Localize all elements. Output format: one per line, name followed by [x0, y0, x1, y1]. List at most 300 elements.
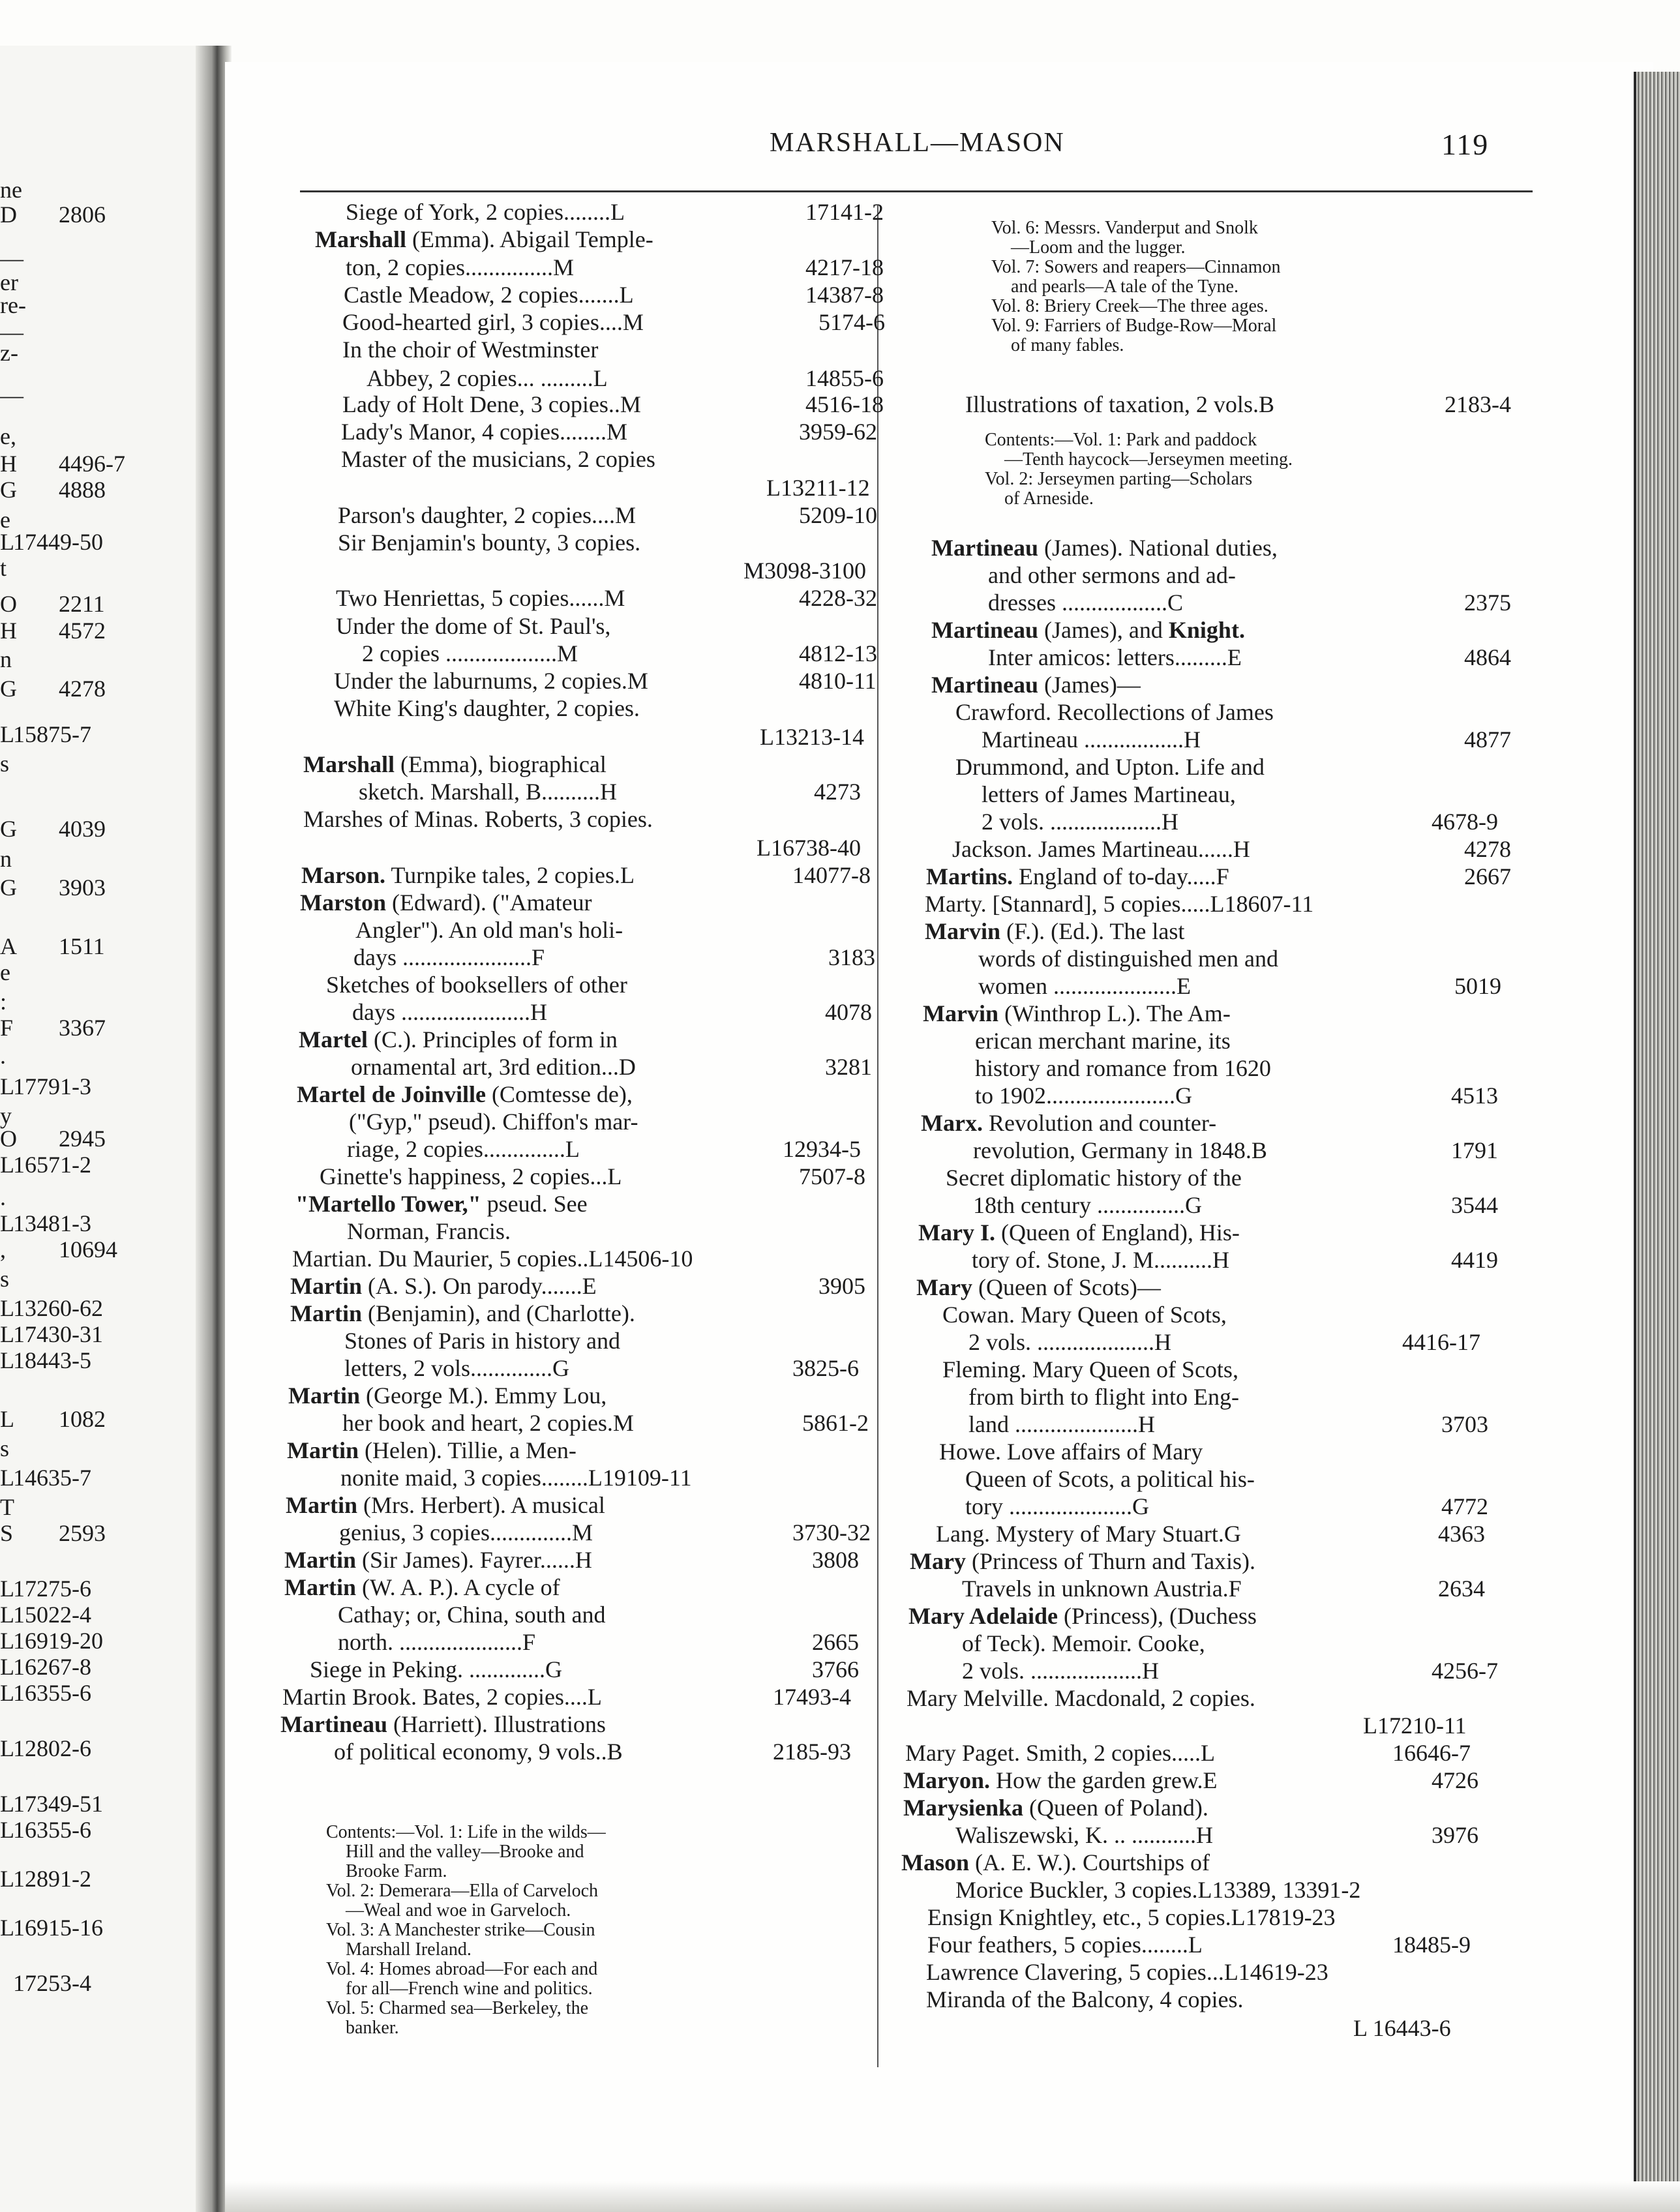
- entry-text: (George M.). Emmy Lou,: [359, 1382, 607, 1409]
- entry-text: Martineau .................H: [982, 726, 1201, 753]
- catalog-entry-line: [925, 918, 1184, 944]
- entry-text: Vol. 9: Farriers of Budge-Row—Moral: [991, 316, 1277, 336]
- entry-text: Two Henriettas, 5 copies......M: [336, 585, 625, 611]
- entry-text: for all—French wine and politics.: [346, 1979, 593, 1999]
- catalog-entry-line: [320, 1163, 622, 1189]
- margin-fragment: O: [0, 591, 17, 617]
- call-number: 4678-9: [1432, 809, 1498, 835]
- catalog-entry-line: [918, 1219, 1240, 1246]
- call-number: 4772: [1441, 1493, 1488, 1519]
- catalog-entry-line: [972, 1247, 1229, 1273]
- catalog-entry-line: [344, 1355, 569, 1381]
- margin-fragment: T: [0, 1494, 14, 1520]
- catalog-entry-line: [284, 1547, 592, 1573]
- catalog-entry-line: [982, 781, 1236, 807]
- entry-text: Illustrations of taxation, 2 vols.B: [965, 391, 1274, 417]
- entry-text: (W. A. P.). A cycle of: [355, 1574, 560, 1600]
- entry-text: (James). National duties,: [1038, 535, 1278, 561]
- catalog-entry-line: [1011, 336, 1124, 355]
- call-number: 2634: [1438, 1576, 1485, 1602]
- catalog-entry-line: [988, 590, 1183, 616]
- entry-text: How the garden grew.E: [989, 1767, 1218, 1793]
- margin-fragment: G: [0, 477, 17, 503]
- entry-text: (Sir James). Fayrer......H: [355, 1547, 592, 1573]
- call-number: 4217-18: [805, 254, 884, 280]
- entry-text: Revolution and counter-: [982, 1110, 1217, 1136]
- catalog-entry-line: [908, 1603, 1257, 1629]
- call-number: 17493-4: [773, 1684, 851, 1710]
- entry-text: L13211-12: [766, 475, 870, 501]
- entry-heading: Mary: [916, 1274, 972, 1300]
- margin-call-number: 4572: [59, 618, 106, 644]
- margin-fragment: L: [0, 1680, 14, 1706]
- margin-fragment: :: [0, 989, 7, 1015]
- call-number: 4078: [825, 999, 872, 1025]
- entry-text: Vol. 2: Jerseymen parting—Scholars: [985, 469, 1253, 489]
- catalog-entry-line: [340, 1465, 692, 1491]
- entry-text: land .....................H: [968, 1411, 1155, 1437]
- margin-call-number: 16915-16: [13, 1915, 103, 1941]
- margin-fragment: s: [0, 1266, 10, 1292]
- margin-call-number: 12802-6: [13, 1735, 91, 1761]
- entry-heading: Martin: [284, 1574, 356, 1600]
- margin-call-number: 17253-4: [13, 1970, 91, 1996]
- entry-heading: "Martello Tower,": [295, 1191, 481, 1217]
- catalog-entry-line: [962, 1658, 1159, 1684]
- entry-text: Fleming. Mary Queen of Scots,: [942, 1356, 1238, 1382]
- catalog-entry-line: [905, 1740, 1215, 1766]
- catalog-entry-line: [985, 470, 1252, 489]
- entry-heading: Marvin: [923, 1000, 998, 1026]
- entry-text: (James)—: [1038, 672, 1141, 698]
- margin-fragment: z-: [0, 340, 18, 366]
- margin-fragment: ne: [0, 177, 22, 203]
- entry-text: her book and heart, 2 copies.M: [342, 1410, 634, 1436]
- entry-text: —Loom and the lugger.: [1011, 237, 1186, 258]
- call-number: 5209-10: [799, 502, 877, 528]
- margin-fragment: L: [0, 1321, 14, 1347]
- catalog-entry-line: [338, 1629, 535, 1655]
- call-number: 3808: [812, 1547, 859, 1573]
- margin-fragment: L: [0, 1347, 14, 1373]
- catalog-entry-line: [965, 1493, 1149, 1519]
- margin-call-number: 1082: [59, 1406, 106, 1432]
- entry-text: Stones of Paris in history and: [344, 1328, 620, 1354]
- entry-text: Hill and the valley—Brooke and: [346, 1842, 584, 1862]
- catalog-entry-line: [962, 1630, 1205, 1656]
- margin-call-number: 4496-7: [59, 451, 125, 477]
- catalog-entry-line: [346, 1901, 571, 1921]
- entry-text: Crawford. Recollections of James: [955, 699, 1274, 725]
- entry-text: Waliszewski, K. .. ...........H: [955, 1822, 1214, 1848]
- catalog-entry-line: [346, 2018, 399, 2038]
- call-number: 4810-11: [799, 668, 877, 694]
- call-number: 3544: [1451, 1192, 1498, 1218]
- entry-text: (Emma), biographical: [395, 751, 607, 777]
- entry-text: (James), and: [1038, 617, 1169, 643]
- catalog-entry-line: [349, 1109, 638, 1135]
- call-number: 14387-8: [805, 282, 884, 308]
- catalog-entry-line: [347, 1136, 580, 1162]
- entry-text: Lady's Manor, 4 copies........M: [341, 419, 627, 445]
- call-number: 4877: [1464, 726, 1511, 753]
- catalog-entry-line: [362, 640, 578, 666]
- catalog-entry-line: [910, 1548, 1255, 1574]
- catalog-entry-line: [952, 836, 1250, 862]
- margin-call-number: 13481-3: [13, 1210, 91, 1236]
- entry-heading: Marysienka: [903, 1795, 1023, 1821]
- call-number: 3825-6: [792, 1355, 859, 1381]
- entry-heading: Marx.: [921, 1110, 983, 1136]
- catalog-entry-line: [346, 1862, 447, 1881]
- margin-call-number: 17449-50: [13, 529, 103, 555]
- margin-call-number: 18443-5: [13, 1347, 91, 1373]
- catalog-entry-line: [978, 946, 1278, 972]
- margin-call-number: 17430-31: [13, 1321, 103, 1347]
- entry-text: to 1902......................G: [975, 1083, 1192, 1109]
- entry-text: 18th century ...............G: [973, 1192, 1202, 1218]
- entry-text: Mary Melville. Macdonald, 2 copies.: [907, 1685, 1255, 1711]
- catalog-entry-line: [988, 562, 1236, 588]
- entry-text: L13213-14: [760, 724, 864, 750]
- margin-call-number: 14635-7: [13, 1465, 91, 1491]
- catalog-entry-line: [965, 1466, 1255, 1492]
- catalog-entry-line: [284, 1574, 560, 1600]
- call-number: 4228-32: [799, 585, 877, 611]
- entry-heading: Martel de Joinville: [297, 1081, 486, 1107]
- catalog-entry-line: [359, 779, 617, 805]
- margin-call-number: 13260-62: [13, 1295, 103, 1321]
- entry-text: banker.: [346, 2018, 399, 2038]
- entry-text: Queen of Scots, a political his-: [965, 1466, 1255, 1492]
- margin-fragment: er: [0, 269, 18, 295]
- entry-text: (Princess), (Duchess: [1057, 1603, 1257, 1629]
- entry-text: genius, 3 copies..............M: [339, 1519, 593, 1546]
- entry-text: 2 vols. ....................H: [968, 1329, 1172, 1355]
- entry-text: Sketches of booksellers of other: [326, 972, 627, 998]
- catalog-entry-line: [988, 644, 1242, 670]
- margin-call-number: 16919-20: [13, 1628, 103, 1654]
- margin-call-number: 16267-8: [13, 1654, 91, 1680]
- entry-text: nonite maid, 3 copies........L19109-11: [340, 1465, 692, 1491]
- catalog-entry-line: [942, 1356, 1238, 1382]
- page-bottom-shadow: [225, 2181, 1680, 2212]
- margin-fragment: —: [0, 319, 23, 345]
- entry-text: Vol. 8: Briery Creek—The three ages.: [991, 296, 1268, 316]
- margin-fragment: L: [0, 529, 14, 555]
- margin-fragment: —: [0, 382, 23, 408]
- entry-heading: Martins.: [926, 863, 1013, 889]
- entry-text: Howe. Love affairs of Mary: [939, 1439, 1203, 1465]
- entry-text: England of to-day.....F: [1012, 863, 1229, 889]
- catalog-entry-line: [301, 862, 635, 888]
- catalog-entry-line: [342, 309, 644, 335]
- call-number: 4416-17: [1402, 1329, 1480, 1355]
- catalog-entry-line: [352, 999, 547, 1025]
- entry-text: Lawrence Clavering, 5 copies...L14619-23: [926, 1959, 1328, 1985]
- call-number: 4273: [814, 779, 861, 805]
- call-number: 4256-7: [1432, 1658, 1498, 1684]
- entry-text: White King's daughter, 2 copies.: [334, 695, 640, 721]
- catalog-entry-line: [921, 1110, 1216, 1136]
- entry-text: M3098-3100: [743, 558, 866, 584]
- catalog-entry-line: [341, 446, 655, 472]
- margin-fragment: L: [0, 1602, 14, 1628]
- catalog-entry-line: [946, 1165, 1242, 1191]
- entry-text: L17210-11: [1363, 1712, 1467, 1739]
- margin-call-number: 15875-7: [13, 721, 91, 747]
- entry-text: Contents:—Vol. 1: Life in the wilds—: [326, 1822, 606, 1842]
- call-number: 2665: [812, 1629, 859, 1655]
- catalog-entry-line: [336, 613, 610, 639]
- margin-call-number: 4039: [59, 816, 106, 842]
- catalog-entry-line: [927, 1932, 1203, 1958]
- entry-text: of Arneside.: [1004, 488, 1094, 509]
- catalog-entry-line: [901, 1849, 1210, 1876]
- catalog-entry-line: [916, 1274, 1161, 1300]
- entry-text: Martian. Du Maurier, 5 copies..L14506-10: [292, 1246, 693, 1272]
- catalog-entry-line: [968, 1411, 1155, 1437]
- running-head: MARSHALL—MASON: [770, 128, 1065, 158]
- entry-heading: Knight.: [1168, 617, 1245, 643]
- entry-heading: Marshall: [303, 751, 395, 777]
- catalog-entry-line: [982, 726, 1201, 753]
- catalog-entry-line: [339, 1519, 593, 1546]
- margin-fragment: D: [0, 202, 17, 228]
- entry-text: ton, 2 copies...............M: [346, 254, 574, 280]
- margin-fragment: e: [0, 507, 10, 533]
- entry-text: 2 copies ...................M: [362, 640, 578, 666]
- entry-text: (Emma). Abigail Temple-: [406, 226, 653, 252]
- catalog-entry-line: [344, 1328, 620, 1354]
- catalog-entry-line: [955, 1877, 1360, 1903]
- call-number: 4516-18: [805, 391, 884, 417]
- margin-fragment: L: [0, 1735, 14, 1761]
- call-number: 17141-2: [805, 199, 884, 225]
- call-number: 5019: [1454, 973, 1501, 999]
- entry-text: of political economy, 9 vols..B: [334, 1739, 623, 1765]
- entry-text: (Queen of Poland).: [1023, 1795, 1208, 1821]
- entry-text: days ......................F: [353, 944, 545, 970]
- margin-call-number: 2806: [59, 202, 106, 228]
- catalog-entry-line: [975, 1083, 1192, 1109]
- catalog-entry-line: [334, 695, 640, 721]
- margin-fragment: y: [0, 1103, 12, 1129]
- catalog-entry-line: [326, 1999, 588, 2018]
- catalog-entry-line: [968, 1329, 1171, 1355]
- margin-fragment: L: [0, 1073, 14, 1099]
- catalog-entry-line: [326, 972, 627, 998]
- catalog-entry-line: [923, 1000, 1231, 1026]
- catalog-entry-line: [965, 391, 1274, 417]
- catalog-entry-line: [288, 1382, 607, 1409]
- catalog-entry-line: [1011, 238, 1186, 258]
- catalog-entry-line: [955, 1822, 1213, 1848]
- entry-heading: Martin: [288, 1382, 360, 1409]
- entry-text: 2 vols. ...................H: [962, 1658, 1160, 1684]
- catalog-entry-line: [942, 1302, 1227, 1328]
- entry-heading: Maryon.: [903, 1767, 990, 1793]
- catalog-entry-line: [342, 1410, 634, 1436]
- catalog-entry-line: [367, 365, 608, 391]
- call-number: 3905: [818, 1273, 865, 1299]
- catalog-entry-line: [973, 1192, 1202, 1218]
- entry-text: Master of the musicians, 2 copies: [341, 446, 655, 472]
- page-number: 119: [1441, 128, 1490, 161]
- entry-text: Under the laburnums, 2 copies.M: [334, 668, 648, 694]
- catalog-entry-line: [353, 944, 545, 970]
- call-number: 3703: [1441, 1411, 1488, 1437]
- margin-call-number: 16355-6: [13, 1680, 91, 1706]
- catalog-entry-line: [315, 226, 653, 252]
- entry-text: Brooke Farm.: [346, 1861, 447, 1881]
- entry-text: Miranda of the Balcony, 4 copies.: [926, 1986, 1244, 2012]
- entry-text: Lady of Holt Dene, 3 copies..M: [342, 391, 641, 417]
- call-number: 3976: [1432, 1822, 1478, 1848]
- entry-heading: Martineau: [931, 535, 1038, 561]
- entry-text: —Weal and woe in Garveloch.: [346, 1900, 571, 1921]
- entry-heading: Marson.: [301, 862, 385, 888]
- entry-text: Morice Buckler, 3 copies.L13389, 13391-2: [955, 1877, 1361, 1903]
- margin-fragment: F: [0, 1015, 14, 1041]
- catalog-entry-line: [931, 672, 1141, 698]
- entry-heading: Marshall: [315, 226, 406, 252]
- margin-fragment: L: [0, 1791, 14, 1817]
- catalog-entry-line: [334, 1739, 623, 1765]
- catalog-entry-line: [931, 617, 1245, 643]
- call-number: 2185-93: [773, 1739, 851, 1765]
- entry-text: 2 vols. ...................H: [982, 809, 1179, 835]
- entry-text: history and romance from 1620: [975, 1055, 1271, 1081]
- call-number: 7507-8: [799, 1163, 865, 1189]
- catalog-entry-line: [978, 973, 1191, 999]
- entry-text: north. .....................F: [338, 1629, 536, 1655]
- catalog-entry-line: [346, 199, 625, 225]
- entry-text: Angler"). An old man's holi-: [355, 917, 623, 943]
- catalog-entry-line: [344, 282, 634, 308]
- entry-text: from birth to flight into Eng-: [968, 1384, 1239, 1410]
- margin-fragment: .: [0, 1184, 6, 1210]
- entry-heading: Mary: [910, 1548, 966, 1574]
- margin-fragment: G: [0, 816, 17, 842]
- column-divider: [877, 205, 878, 2067]
- call-number: 16646-7: [1392, 1740, 1471, 1766]
- entry-text: In the choir of Westminster: [342, 336, 599, 363]
- catalog-entry-line: [346, 1842, 584, 1862]
- catalog-entry-line: [326, 1921, 595, 1940]
- catalog-entry-line: [757, 835, 861, 861]
- entry-text: Lang. Mystery of Mary Stuart.G: [936, 1521, 1241, 1547]
- catalog-entry-line: [310, 1656, 562, 1682]
- catalog-entry-line: [939, 1439, 1203, 1465]
- catalog-entry-line: [341, 419, 627, 445]
- entry-text: L 16443-6: [1353, 2015, 1451, 2041]
- entry-text: (Winthrop L.). The Am-: [998, 1000, 1231, 1026]
- call-number: 3730-32: [792, 1519, 871, 1546]
- entry-heading: Mary Adelaide: [908, 1603, 1058, 1629]
- margin-call-number: 16571-2: [13, 1152, 91, 1178]
- catalog-entry-line: [991, 218, 1258, 238]
- call-number: 2183-4: [1445, 391, 1511, 417]
- catalog-entry-line: [346, 1940, 472, 1960]
- entry-text: Martin Brook. Bates, 2 copies....L: [282, 1684, 602, 1710]
- margin-fragment: s: [0, 1435, 10, 1461]
- entry-text: Cathay; or, China, south and: [338, 1602, 606, 1628]
- call-number: 14855-6: [805, 365, 884, 391]
- call-number: 2667: [1464, 863, 1511, 889]
- call-number: 3281: [825, 1054, 872, 1080]
- entry-text: Castle Meadow, 2 copies.......L: [344, 282, 634, 308]
- catalog-entry-line: [303, 806, 653, 832]
- entry-text: revolution, Germany in 1848.B: [973, 1137, 1267, 1163]
- entry-heading: Mason: [901, 1849, 970, 1876]
- catalog-entry-line: [903, 1795, 1208, 1821]
- margin-fragment: H: [0, 618, 17, 644]
- entry-text: (Helen). Tillie, a Men-: [358, 1437, 577, 1463]
- entry-heading: Martineau: [280, 1711, 387, 1737]
- catalog-entry-line: [973, 1137, 1267, 1163]
- catalog-entry-line: [975, 1055, 1271, 1081]
- catalog-entry-line: [342, 391, 641, 417]
- entry-text: (Princess of Thurn and Taxis).: [965, 1548, 1256, 1574]
- catalog-entry-line: [303, 751, 607, 777]
- margin-fragment: L: [0, 1628, 14, 1654]
- margin-fragment: .: [0, 1043, 6, 1069]
- margin-fragment: H: [0, 451, 17, 477]
- entry-text: (A. S.). On parody.......E: [361, 1273, 597, 1299]
- catalog-entry-line: [297, 1081, 633, 1107]
- margin-fragment: L: [0, 1210, 14, 1236]
- margin-fragment: L: [0, 1817, 14, 1843]
- catalog-entry-line: [926, 1986, 1244, 2012]
- catalog-entry-line: [292, 1246, 693, 1272]
- margin-fragment: L: [0, 1295, 14, 1321]
- entry-text: ornamental art, 3rd edition...D: [351, 1054, 636, 1080]
- catalog-entry-line: [326, 1960, 597, 1979]
- catalog-entry-line: [346, 254, 574, 280]
- catalog-entry-line: [926, 863, 1229, 889]
- entry-heading: Marston: [300, 889, 386, 916]
- entry-text: Norman, Francis.: [347, 1218, 511, 1244]
- call-number: 14077-8: [792, 862, 871, 888]
- entry-text: letters, 2 vols..............G: [344, 1355, 569, 1381]
- entry-text: Marshall Ireland.: [346, 1939, 472, 1960]
- entry-text: women .....................E: [978, 973, 1191, 999]
- catalog-entry-line: [991, 316, 1276, 336]
- catalog-entry-line: [334, 668, 648, 694]
- call-number: 4513: [1451, 1083, 1498, 1109]
- catalog-entry-line: [299, 1026, 618, 1053]
- margin-call-number: 2945: [59, 1126, 106, 1152]
- entry-text: Ginette's happiness, 2 copies...L: [320, 1163, 622, 1189]
- entry-text: tory of. Stone, J. M..........H: [972, 1247, 1229, 1273]
- entry-text: days ......................H: [352, 999, 547, 1025]
- catalog-entry-line: [760, 724, 864, 750]
- catalog-entry-line: [926, 1959, 1328, 1985]
- entry-text: (F.). (Ed.). The last: [1000, 918, 1185, 944]
- catalog-entry-line: [300, 889, 592, 916]
- call-number: 3183: [828, 944, 875, 970]
- entry-text: (A. E. W.). Courtships of: [969, 1849, 1210, 1876]
- entry-text: (Queen of Scots)—: [972, 1274, 1161, 1300]
- entry-heading: Martineau: [931, 672, 1038, 698]
- entry-text: Marty. [Stannard], 5 copies.....L18607-11: [925, 891, 1314, 917]
- call-number: 3959-62: [799, 419, 877, 445]
- call-number: 12934-5: [783, 1136, 861, 1162]
- margin-call-number: 17275-6: [13, 1576, 91, 1602]
- catalog-entry-line: [968, 1384, 1239, 1410]
- margin-call-number: 10694: [59, 1236, 117, 1263]
